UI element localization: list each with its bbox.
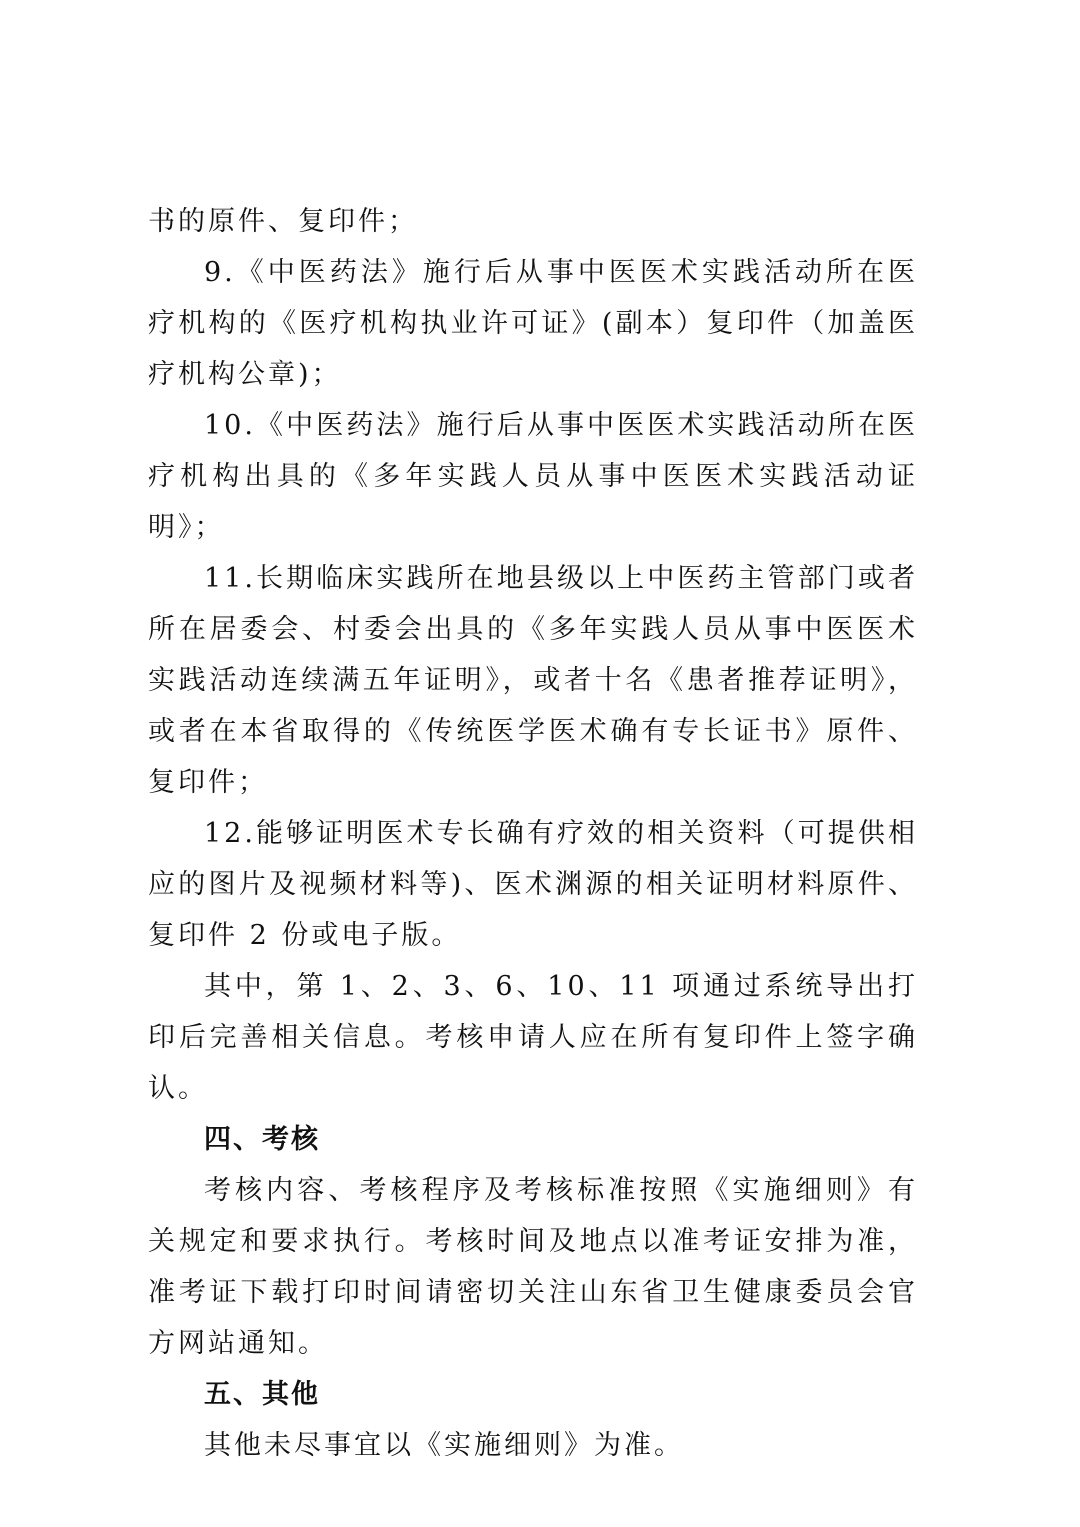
paragraph-exam: 考核内容、考核程序及考核标准按照《实施细则》有关规定和要求执行。考核时间及地点以准考证安排为准，准考证下载打印时间请密切关注山东省卫生健康委员会官方网站通知。: [148, 1175, 918, 1359]
paragraph-continuation: 书的原件、复印件；: [148, 206, 418, 237]
paragraph-item-11: 11.长期临床实践所在地县级以上中医药主管部门或者所在居委会、村委会出具的《多年实践人员从事中医医术实践活动连续满五年证明》，或者十名《患者推荐证明》，或者在本省取得的《传统医学医术确有专长证书》原件、复印件；: [148, 563, 918, 798]
paragraph-item-12: 12.能够证明医术专长确有疗效的相关资料（可提供相应的图片及视频材料等)、医术渊源的相关证明材料原件、复印件 2 份或电子版。: [148, 818, 918, 951]
paragraph-item-9: 9.《中医药法》施行后从事中医医术实践活动所在医疗机构的《医疗机构执业许可证》(副本）复印件（加盖医疗机构公章)；: [148, 257, 918, 390]
section-heading-exam: 四、考核: [204, 1124, 320, 1155]
paragraph-other: 其他未尽事宜以《实施细则》为准。: [204, 1430, 684, 1461]
document-body: [148, 196, 918, 1471]
paragraph-note: 其中，第 1、2、3、6、10、11 项通过系统导出打印后完善相关信息。考核申请人应在所有复印件上签字确认。: [148, 971, 918, 1104]
section-heading-other: 五、其他: [204, 1379, 320, 1410]
paragraph-item-10: 10.《中医药法》施行后从事中医医术实践活动所在医疗机构出具的《多年实践人员从事中医医术实践活动证明》；: [148, 410, 918, 543]
